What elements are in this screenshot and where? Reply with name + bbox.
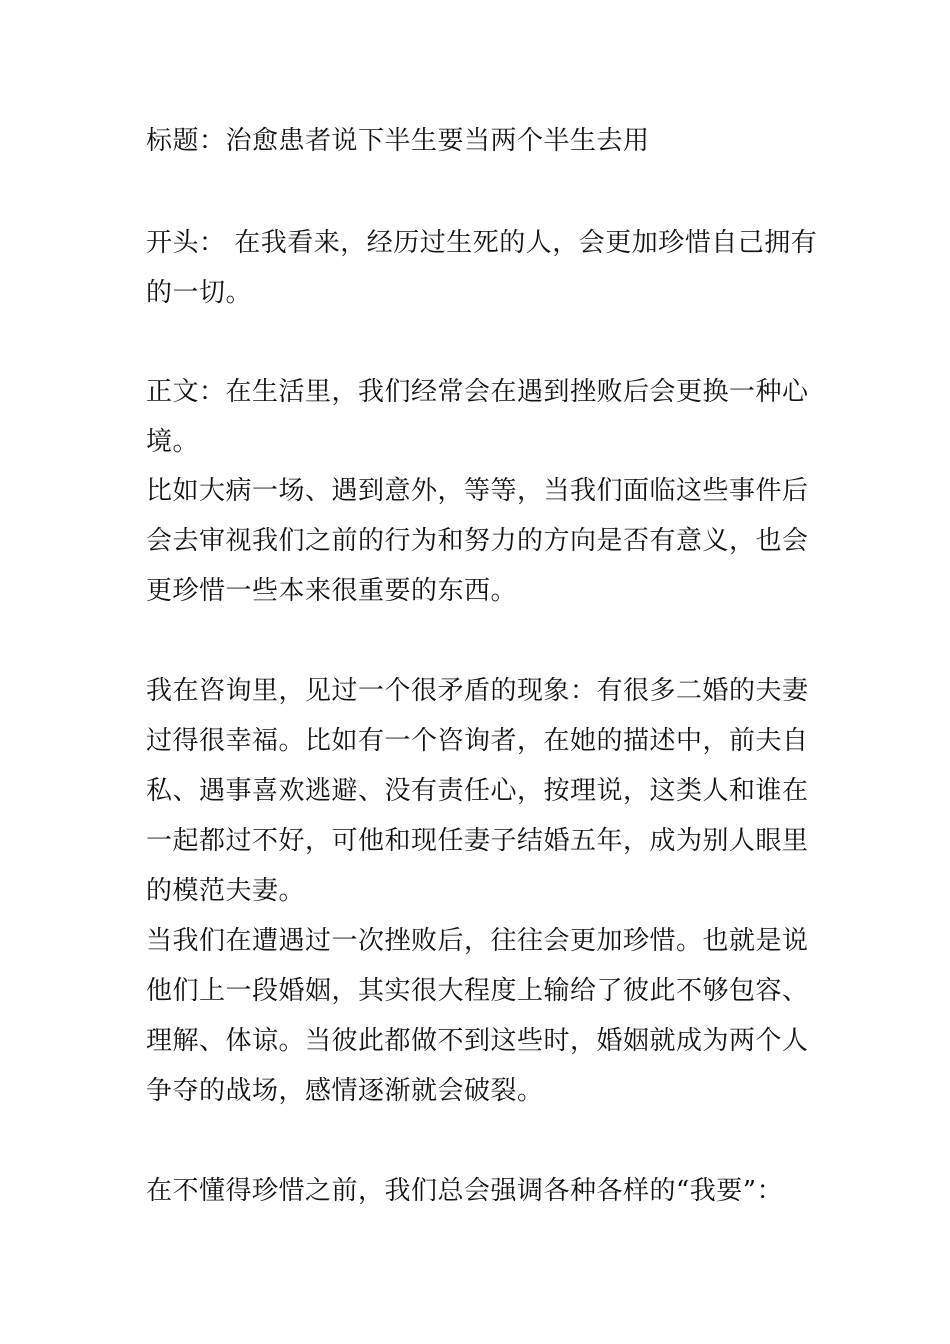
title-line: 标题：治愈患者说下半生要当两个半生去用 [146, 126, 650, 156]
body-line: 私、遇事喜欢逃避、没有责任心，按理说，这类人和谁在 [146, 776, 809, 806]
body-line: 比如大病一场、遇到意外，等等，当我们面临这些事件后 [146, 476, 809, 506]
body-line: 一起都过不好，可他和现任妻子结婚五年，成为别人眼里 [146, 826, 809, 856]
body-line: 会去审视我们之前的行为和努力的方向是否有意义，也会 [146, 526, 809, 556]
body-line: 的模范夫妻。 [146, 876, 306, 906]
body-line: 正文：在生活里，我们经常会在遇到挫败后会更换一种心 [146, 377, 809, 407]
opening-line-2: 的一切。 [146, 278, 253, 308]
body-line: 过得很幸福。比如有一个咨询者，在她的描述中，前夫自 [146, 726, 809, 756]
body-line: 他们上一段婚姻，其实很大程度上输给了彼此不够包容、 [146, 976, 809, 1006]
opening-line-1: 开头： 在我看来，经历过生死的人，会更加珍惜自己拥有 [146, 228, 818, 258]
body-line: 理解、体谅。当彼此都做不到这些时，婚姻就成为两个人 [146, 1026, 809, 1056]
body-line: 在不懂得珍惜之前，我们总会强调各种各样的“我要”： [146, 1176, 784, 1206]
body-line: 境。 [146, 427, 200, 457]
body-line: 当我们在遭遇过一次挫败后，往往会更加珍惜。也就是说 [146, 926, 809, 956]
body-line: 我在咨询里，见过一个很矛盾的现象：有很多二婚的夫妻 [146, 676, 809, 706]
body-line: 更珍惜一些本来很重要的东西。 [146, 576, 518, 606]
body-line: 争夺的战场，感情逐渐就会破裂。 [146, 1076, 544, 1106]
